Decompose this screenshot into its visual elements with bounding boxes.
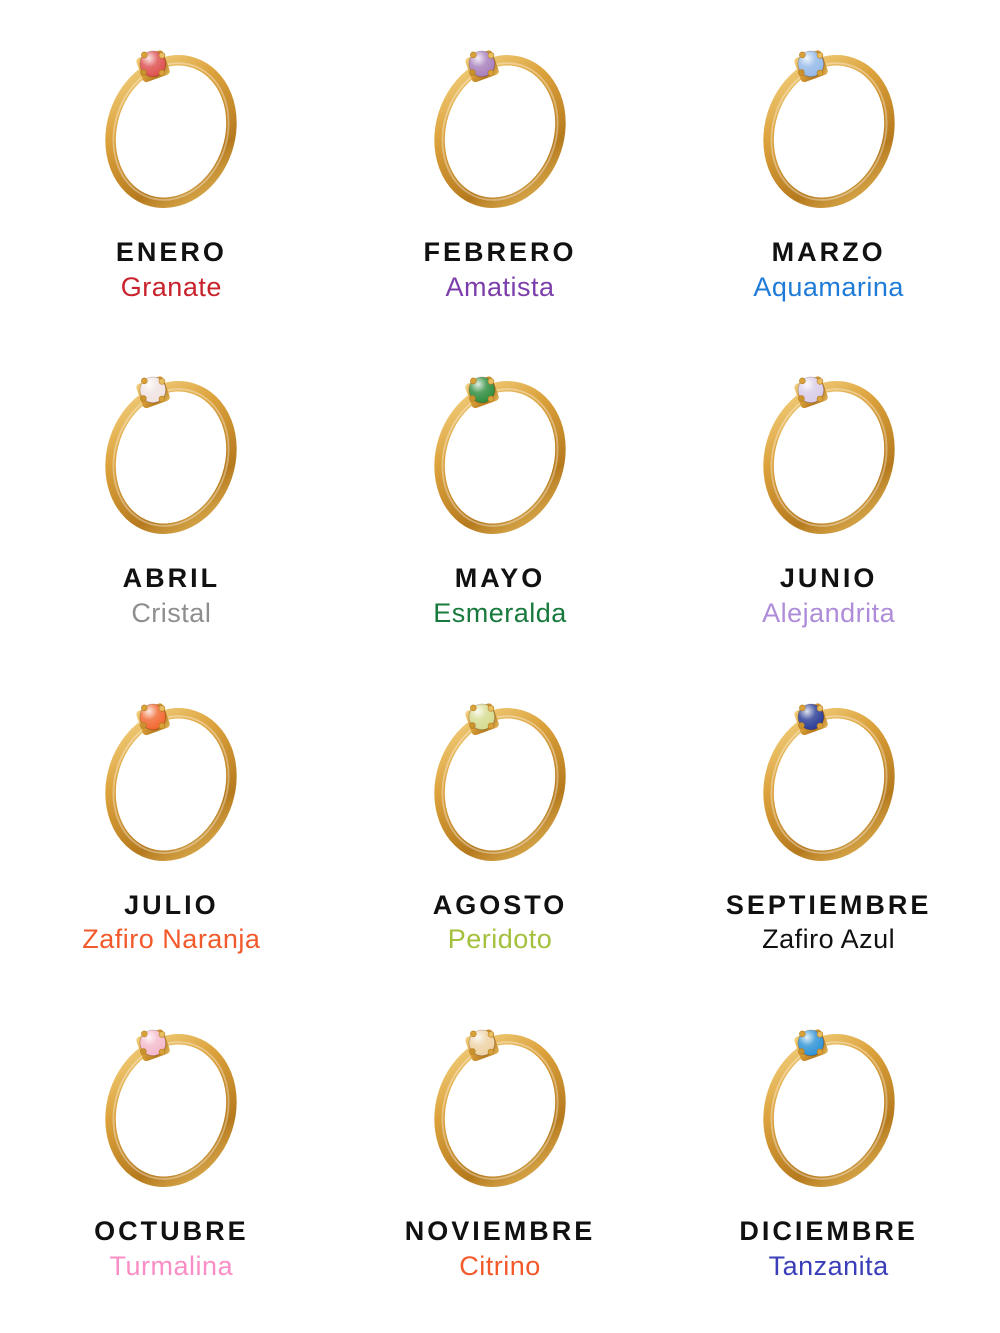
ring-card-febrero [339,22,662,348]
caption-noviembre [405,1215,596,1284]
ring-card-septiembre [667,675,990,1001]
ring-photo-abril [73,348,269,548]
caption-agosto [433,889,568,958]
month-label-junio: JUNIO [779,563,878,594]
stone-label-junio: Alejandrita [762,598,896,628]
ring-photo-julio [73,675,269,875]
caption-octubre [94,1215,249,1284]
ring-photo-agosto [402,675,598,875]
month-label-marzo: MARZO [771,237,886,267]
ring-photo-octubre [73,1001,269,1201]
ring-card-julio [10,675,333,1001]
ring-photo-mayo [402,348,598,548]
ring-card-mayo [339,348,662,674]
month-label-mayo: MAYO [454,563,546,594]
ring-card-agosto [339,675,662,1001]
stone-label-febrero: Amatista [445,271,555,302]
month-label-febrero: FEBRERO [423,237,577,267]
ring-card-noviembre [339,1001,662,1327]
caption-julio [82,889,260,958]
caption-junio [762,562,895,631]
stone-label-septiembre: Zafiro Azul [762,924,896,955]
stone-label-octubre: Turmalina [109,1250,234,1281]
stone-label-noviembre: Citrino [459,1250,541,1281]
stone-label-abril: Cristal [131,598,212,628]
stone-label-marzo: Aquamarina [753,271,904,302]
caption-enero [116,236,227,305]
ring-card-marzo [667,22,990,348]
ring-photo-septiembre [731,675,927,875]
caption-marzo [753,236,904,305]
stone-label-enero: Granate [120,271,222,302]
stone-label-diciembre: Tanzanita [768,1250,889,1281]
ring-photo-enero [73,22,269,222]
caption-febrero [423,236,576,305]
month-label-octubre: OCTUBRE [94,1215,249,1246]
caption-diciembre [739,1215,918,1284]
month-label-diciembre: DICIEMBRE [739,1215,918,1246]
ring-card-diciembre [667,1001,990,1327]
ring-photo-noviembre [402,1001,598,1201]
ring-photo-marzo [731,22,927,222]
stone-label-agosto: Peridoto [447,924,553,955]
month-label-abril: ABRIL [122,563,221,594]
stone-label-mayo: Esmeralda [433,598,567,628]
ring-card-enero [10,22,333,348]
ring-photo-diciembre [731,1001,927,1201]
caption-mayo [433,562,567,631]
month-label-septiembre: SEPTIEMBRE [725,889,932,920]
ring-card-junio [667,348,990,674]
caption-septiembre [726,889,932,958]
ring-photo-junio [731,348,927,548]
month-label-enero: ENERO [115,237,227,267]
ring-card-octubre [10,1001,333,1327]
month-label-julio: JULIO [124,889,219,920]
ring-card-abril [10,348,333,674]
stone-label-julio: Zafiro Naranja [82,924,261,955]
ring-photo-febrero [402,22,598,222]
caption-abril [123,562,221,631]
month-label-noviembre: NOVIEMBRE [404,1215,596,1246]
month-label-agosto: AGOSTO [432,889,568,920]
